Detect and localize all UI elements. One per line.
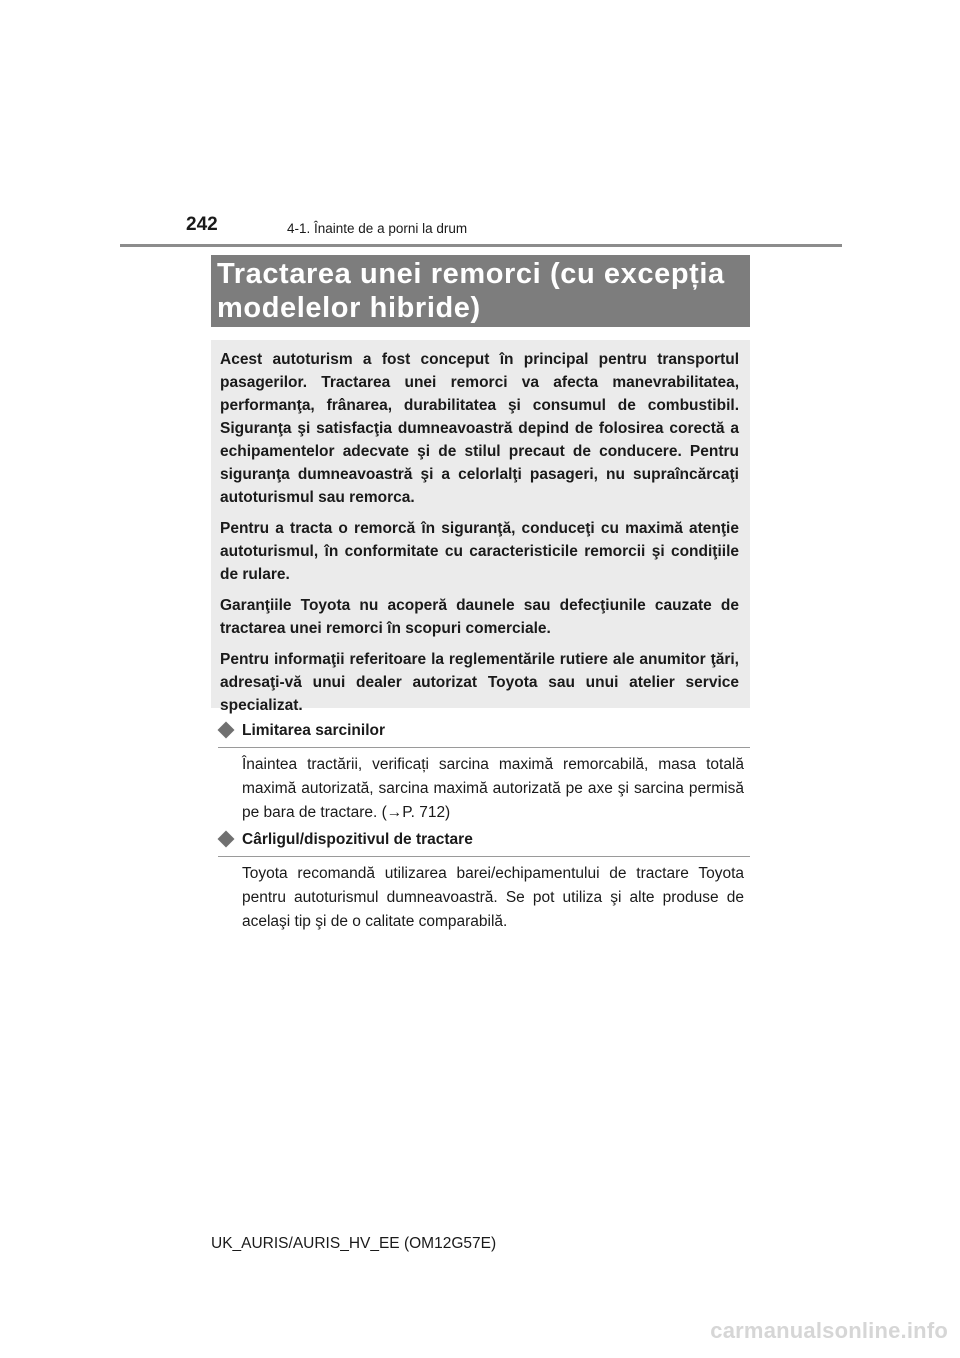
page-number: 242 bbox=[186, 214, 218, 235]
subheading-tow-hitch bbox=[218, 829, 750, 857]
page-title: Tractarea unei remorci (cu excepția modelelor hibride) bbox=[217, 258, 725, 324]
footer-model-code: UK_AURIS/AURIS_HV_EE (OM12G57E) bbox=[211, 1235, 497, 1252]
section-body: Înaintea tractării, verificați sarcina maximă remorcabilă, masa totală maximă autorizată, sarcina maximă autorizată pe axe şi sarcina permisă pe bara de tractare. (→P. 712) bbox=[242, 756, 744, 821]
section-body: Toyota recomandă utilizarea barei/echipamentului de tractare Toyota pentru autoturismul dumneavoastră. Se pot utiliza şi alte produse de acelaşi tip şi de o calitate comparabilă. bbox=[242, 865, 744, 930]
watermark: carmanualsonline.info bbox=[710, 1318, 948, 1343]
diamond-bullet-icon bbox=[218, 831, 235, 848]
subheading-label: Cârligul/dispozitivul de tractare bbox=[242, 831, 473, 848]
intro-paragraph: Pentru a tracta o remorcă în siguranţă, conduceţi cu maximă atenţie autoturismul, în conformitate cu caracteristicile remorcii şi condiţiile de rulare. bbox=[220, 520, 739, 583]
section-label: 4-1. Înainte de a porni la drum bbox=[287, 221, 468, 236]
subheading-load-limits bbox=[218, 720, 750, 748]
subheading-label: Limitarea sarcinilor bbox=[242, 722, 386, 739]
diamond-bullet-icon bbox=[218, 722, 235, 739]
intro-paragraph: Acest autoturism a fost conceput în principal pentru transportul pasagerilor. Tractarea unei remorci va afecta manevrabilitatea, performanţa, frânarea, durabilitatea şi consumul de combustibil. Siguranţa şi satisfacţia dumneavoastră depind de folosirea corectă a echipamentelor adecvate şi de stilul precaut de conducere. Pentru siguranţa dumneavoastră şi a celorlalţi pasageri, nu supraîncărcaţi autoturismul sau remorca. bbox=[220, 351, 739, 506]
page-header bbox=[120, 214, 842, 247]
intro-box bbox=[211, 340, 750, 714]
intro-paragraph: Garanţiile Toyota nu acoperă daunele sau defecţiunile cauzate de tractarea unei remorci în scopuri comerciale. bbox=[220, 597, 739, 637]
intro-paragraph: Pentru informaţii referitoare la reglementările rutiere ale anumitor ţări, adresaţi-vă unui dealer autorizat Toyota sau unui atelier service specializat. bbox=[220, 651, 739, 714]
title-banner bbox=[211, 255, 750, 327]
